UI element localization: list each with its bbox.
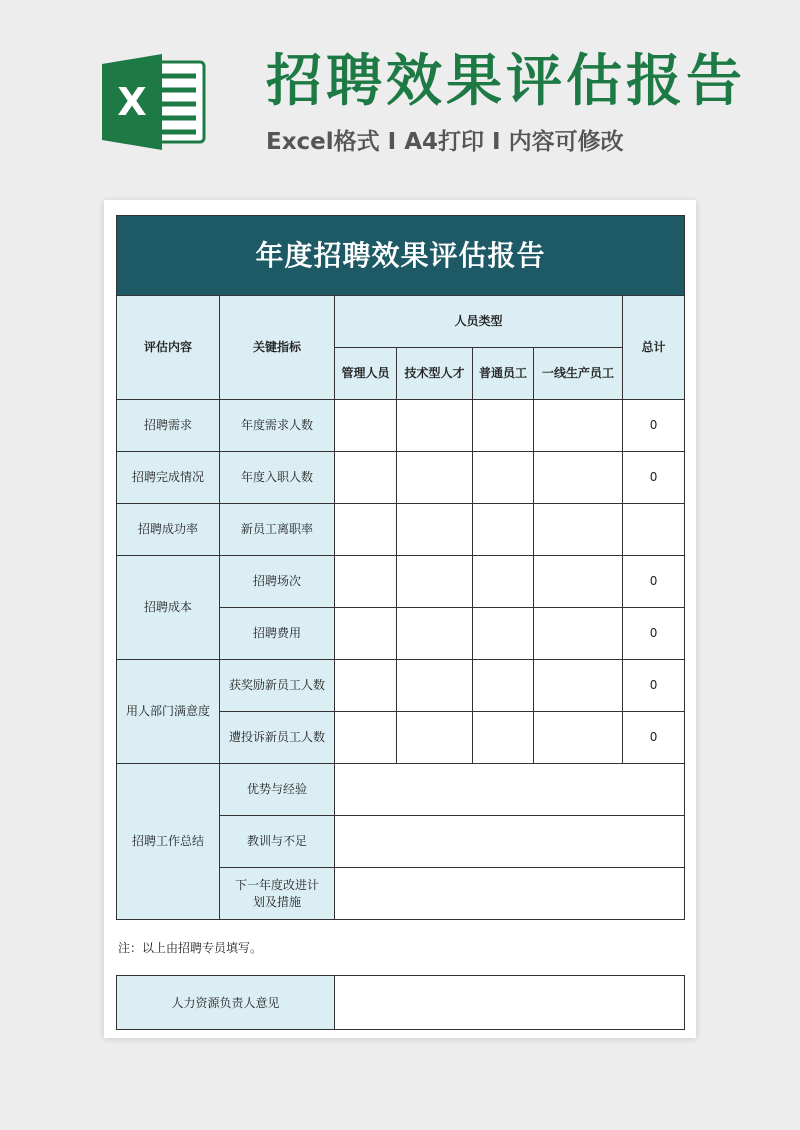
summary-input-cell[interactable] [335, 868, 685, 920]
input-cell[interactable] [534, 608, 623, 660]
input-cell[interactable] [473, 712, 534, 764]
type-header-technical: 技术型人才 [397, 348, 473, 400]
kpi-cell: 新员工离职率 [220, 504, 335, 556]
input-cell[interactable] [473, 556, 534, 608]
input-cell[interactable] [397, 608, 473, 660]
input-cell[interactable] [534, 400, 623, 452]
col-kpi-header: 关键指标 [220, 296, 335, 400]
excel-logo-icon [100, 52, 210, 152]
logo-letter: X [117, 80, 147, 124]
input-cell[interactable] [335, 452, 397, 504]
input-cell[interactable] [534, 504, 623, 556]
input-cell[interactable] [473, 608, 534, 660]
input-cell[interactable] [397, 400, 473, 452]
input-cell[interactable] [335, 712, 397, 764]
input-cell[interactable] [473, 400, 534, 452]
category-cell: 用人部门满意度 [117, 660, 220, 764]
input-cell[interactable] [335, 608, 397, 660]
input-cell[interactable] [335, 660, 397, 712]
type-header-management: 管理人员 [335, 348, 397, 400]
category-cell: 招聘完成情况 [117, 452, 220, 504]
total-cell[interactable]: 0 [623, 660, 685, 712]
summary-item-cell: 优势与经验 [220, 764, 335, 816]
signoff-input-cell[interactable] [335, 976, 685, 1030]
type-header-production: 一线生产员工 [534, 348, 623, 400]
input-cell[interactable] [534, 712, 623, 764]
kpi-cell: 获奖励新员工人数 [220, 660, 335, 712]
kpi-cell: 年度需求人数 [220, 400, 335, 452]
evaluation-table [116, 215, 685, 920]
category-cell: 招聘成功率 [117, 504, 220, 556]
col-total-header: 总计 [623, 296, 685, 400]
input-cell[interactable] [397, 452, 473, 504]
input-cell[interactable] [397, 504, 473, 556]
report-sheet [104, 200, 696, 1038]
signoff-label: 人力资源负责人意见 [117, 976, 335, 1030]
input-cell[interactable] [397, 712, 473, 764]
kpi-cell: 年度入职人数 [220, 452, 335, 504]
input-cell[interactable] [473, 660, 534, 712]
input-cell[interactable] [534, 660, 623, 712]
input-cell[interactable] [473, 452, 534, 504]
input-cell[interactable] [473, 504, 534, 556]
col-eval-header: 评估内容 [117, 296, 220, 400]
total-cell[interactable]: 0 [623, 556, 685, 608]
input-cell[interactable] [397, 556, 473, 608]
kpi-cell: 招聘场次 [220, 556, 335, 608]
total-cell[interactable]: 0 [623, 400, 685, 452]
input-cell[interactable] [534, 556, 623, 608]
input-cell[interactable] [335, 400, 397, 452]
input-cell[interactable] [534, 452, 623, 504]
summary-category-cell: 招聘工作总结 [117, 764, 220, 920]
input-cell[interactable] [335, 556, 397, 608]
banner-subtitle: Excel格式 I A4打印 I 内容可修改 [266, 129, 624, 155]
total-cell[interactable] [623, 504, 685, 556]
total-cell[interactable]: 0 [623, 452, 685, 504]
input-cell[interactable] [397, 660, 473, 712]
category-cell: 招聘需求 [117, 400, 220, 452]
kpi-cell: 招聘费用 [220, 608, 335, 660]
col-group-header: 人员类型 [335, 296, 623, 348]
signoff-table [116, 975, 685, 1030]
summary-input-cell[interactable] [335, 816, 685, 868]
total-cell[interactable]: 0 [623, 608, 685, 660]
summary-input-cell[interactable] [335, 764, 685, 816]
type-header-general: 普通员工 [473, 348, 534, 400]
summary-item-cell: 下一年度改进计划及措施 [220, 868, 335, 920]
report-title: 年度招聘效果评估报告 [117, 216, 685, 296]
input-cell[interactable] [335, 504, 397, 556]
banner-title: 招聘效果评估报告 [266, 49, 746, 114]
total-cell[interactable]: 0 [623, 712, 685, 764]
summary-item-cell: 教训与不足 [220, 816, 335, 868]
footnote: 注：以上由招聘专员填写。 [118, 941, 263, 955]
category-cell: 招聘成本 [117, 556, 220, 660]
kpi-cell: 遭投诉新员工人数 [220, 712, 335, 764]
